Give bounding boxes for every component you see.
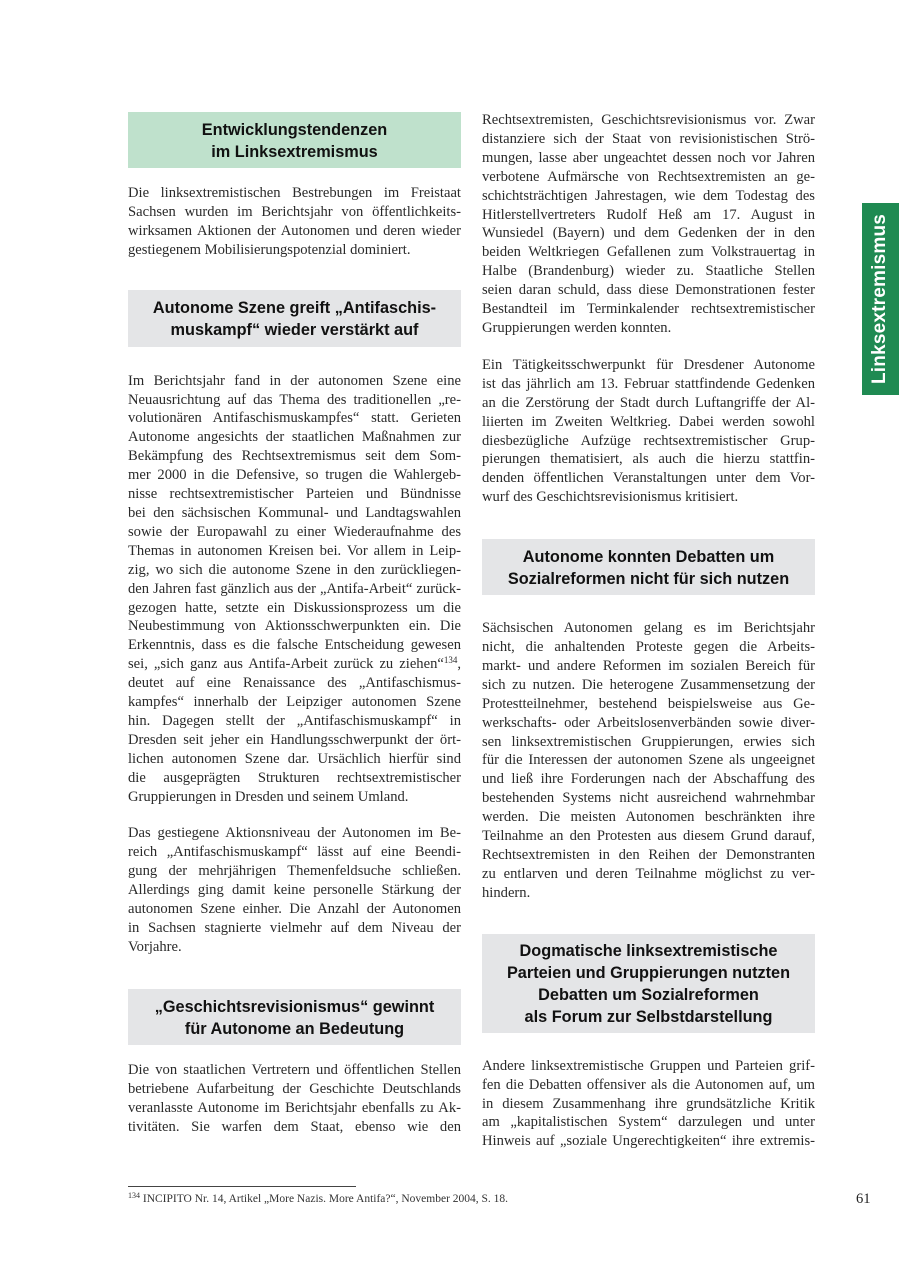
text-line: ist das jährlich am 13. Februar stattfindende Gedenken (482, 375, 815, 392)
heading-line: Sozialreformen nicht für sich nutzen (507, 570, 790, 589)
text-line: Dresden seit jeher ein Handlungsschwerpunkt der ört- (128, 731, 461, 748)
text-line: tivitäten. Sie warfen dem Staat, ebenso wie den (128, 1118, 461, 1135)
heading-line: „Geschichtsrevisionismus“ gewinnt (154, 997, 435, 1016)
heading-line: als Forum zur Selbstdarstellung (524, 1007, 773, 1026)
paragraph-andere-gruppen (482, 1057, 815, 1152)
text-line: Allerdings ging damit keine personelle Stärkung der (128, 882, 461, 899)
heading-entwicklungstendenzen (128, 112, 461, 168)
right-column (482, 111, 815, 1151)
text-line: Halbe (Brandenburg) wieder zu. Staatliche Stellen (482, 263, 815, 280)
heading-line: Entwicklungstendenzen (201, 121, 388, 139)
heading-line: für Autonome an Bedeutung (184, 1019, 405, 1038)
text-line: Bekämpfung des Rechtsextremismus seit dem Som- (128, 448, 461, 465)
quote-text: sei, „sich ganz aus Antifa-Arbeit zurück zu ziehen“ (128, 656, 444, 673)
text-line: Vorjahre. (128, 938, 182, 955)
section-side-tab (862, 203, 899, 395)
text-line: Themas in autonomen Kreisen bei. Vor allem in Leip- (128, 542, 461, 559)
text-line: die ausgeprägten Strukturen rechtsextremistischer (128, 769, 461, 786)
text-line: Teilnahme an den Protesten aus diesem Grund darauf, (482, 828, 815, 845)
paragraph-rechtsextremisten (482, 111, 815, 338)
left-column (128, 112, 461, 1136)
paragraph-intro (128, 184, 461, 260)
footnote-separator (128, 1186, 356, 1187)
text-line: deutet auf eine Renaissance des „Antifaschismus- (128, 675, 461, 692)
heading-line: Autonome Szene greift „Antifaschis- (152, 298, 437, 317)
paragraph-saechsische-autonome (482, 619, 815, 903)
text-line: werkschafts- oder Arbeitslosenverbänden sowie diver- (482, 714, 815, 731)
text-line: werden. Die meisten Autonomen beschränkten ihre (482, 809, 815, 826)
text-line: Protestteilnehmer, bestehend beispielsweise aus Ge- (482, 695, 815, 712)
section-side-tab-label: Linksextremismus (869, 213, 891, 385)
text-line: veranlasste Autonome im Berichtsjahr ebenfalls zu Ak- (128, 1099, 461, 1116)
text-line: lichen autonomen Szene dar. Ursächlich hierfür sind (128, 750, 461, 767)
text-line: fen die Debatten offensiver als die Autonomen auf, um (482, 1076, 815, 1093)
text-line: autonomen Szene einher. Die Anzahl der Autonomen (128, 901, 461, 918)
text-line: Das gestiegene Aktionsniveau der Autonomen im Be- (128, 825, 461, 842)
text-line: den Jahren fast gänzlich aus der „Antifa-Arbeit“ zurück- (128, 580, 461, 597)
text-line: verbotene Aufmärsche von Rechtsextremisten an ge- (482, 168, 815, 185)
text-line: Hitlerstellvertreters Rudolf Heß am 17. August in (482, 206, 815, 223)
text-line: Neuausrichtung auf das Thema des traditionellen „re- (128, 391, 461, 408)
text-line: gung der mehrjährigen Themenfeldsuche schließen. (128, 863, 461, 880)
text-line: in diesem Zusammenhang ihre grundsätzliche Kritik (482, 1095, 815, 1112)
text-line: wirksamen Aktionen der Autonomen und deren wieder (128, 222, 461, 239)
heading-geschichtsrevisionismus (128, 989, 461, 1045)
text-line: gestiegenem Mobilisierungspotenzial dominiert. (128, 241, 411, 258)
footnote-number: 134 (128, 1191, 140, 1200)
text-line: bei den sächsischen Kommunal- und Landtagswahlen (128, 504, 461, 521)
text-line: sen linksextremistischen Gruppierungen, erwies sich (482, 733, 815, 750)
footnote-reference: 134 (443, 655, 458, 666)
text-line: Hinweis auf „soziale Ungerechtigkeiten“ ihre extremis- (482, 1133, 815, 1150)
text-line: Erkenntnis, dass es die falsche Entscheidung gewesen (128, 637, 461, 654)
text-line: bestehenden Systems nicht ausreichend wahrnehmbar (482, 790, 815, 807)
heading-line: muskampf“ wieder verstärkt auf (170, 320, 419, 339)
text-line: Rechtsextremisten, Geschichtsrevisionismus vor. Zwar (482, 112, 815, 128)
text-line: Die von staatlichen Vertretern und öffentlichen Stellen (128, 1061, 461, 1078)
text-line: hindern. (482, 884, 531, 901)
text-line: nisse rechtsextremistischer Parteien und Bündnisse (128, 486, 461, 503)
heading-autonome-szene (128, 290, 461, 347)
text-line: reich „Antifaschismuskampf“ lässt auf eine Beendi- (128, 844, 461, 861)
text-line: sich zu nutzen. Die heterogene Zusammensetzung der (482, 676, 815, 693)
text-line: sowie der Europawahl zu einer Wiederaufnahme des (128, 523, 461, 540)
text-line: liierten im Zweiten Weltkrieg. Dabei werden sowohl (482, 413, 815, 430)
text-line: schichtsträchtigen Jahrestagen, wie dem Todestag des (482, 187, 815, 204)
text-line: Die linksextremistischen Bestrebungen im Freistaat (128, 185, 461, 201)
text-line: an die Zerstörung der Stadt durch Luftangriffe der Al- (482, 394, 815, 411)
text-line-with-footnote (128, 655, 461, 674)
text-line: mer 2000 in die Defensive, so trugen die Wahlergeb- (128, 467, 461, 484)
paragraph-aktionsniveau (128, 824, 461, 956)
text-line: pierungen thematisiert, als auch die hierzu stattfin- (482, 451, 815, 468)
text-line: mungen, lasse aber ungeachtet dessen noch vor Jahren (482, 149, 815, 166)
heading-line: im Linksextremismus (211, 143, 378, 161)
text-line: denden öffentlichen Veranstaltungen unter dem Vor- (482, 470, 815, 487)
text-line: Bestandteil im Terminkalender rechtsextremistischer (482, 301, 815, 318)
text-line: für die Interessen der autonomen Szene als ungeeignet (482, 752, 815, 769)
text-line: Wunsiedel (Bayern) und dem Gedenken der in den (482, 225, 815, 242)
text-line: und ließ ihre Forderungen nach der Abschaffung des (482, 771, 815, 788)
text-line: am „kapitalistischen System“ darzulegen und unter (482, 1114, 815, 1131)
heading-sozialreformen (482, 539, 815, 595)
paragraph-aufarbeitung (128, 1061, 461, 1137)
text-line: Sachsen wurden im Berichtsjahr von öffentlichkeits- (128, 203, 461, 220)
text-line: markt- und andere Reformen im sozialen Bereich für (482, 657, 815, 674)
text-line: zu entlarven und deren Teilnahme möglichst zu ver- (482, 865, 815, 882)
text-line: Rechtsextremisten in den Reihen der Demonstranten (482, 847, 815, 863)
text-line: diesbezügliche Aufzüge rechtsextremistischer Grup- (482, 432, 815, 449)
text-line: Im Berichtsjahr fand in der autonomen Szene eine (128, 372, 461, 389)
page-number: 61 (856, 1191, 871, 1207)
text-line: in Sachsen stagnierte vielmehr auf dem Niveau der (128, 920, 461, 936)
text-line: Neubestimmung von Aktionsschwerpunkten ein. Die (128, 618, 461, 635)
text-line: Gruppierungen werden konnten. (482, 319, 672, 336)
paragraph-dresden-gedenken (482, 356, 815, 507)
footnote (128, 1193, 508, 1205)
text-line: nicht, die anhaltenden Proteste gegen die Arbeits- (482, 639, 815, 656)
text-line: Autonome angesichts der staatlichen Maßnahmen zur (128, 429, 461, 446)
text-line: Andere linksextremistische Gruppen und Parteien grif- (482, 1057, 815, 1074)
text-line: kampfes“ innerhalb der Leipziger autonomen Szene (128, 694, 461, 711)
heading-line: Parteien und Gruppierungen nutzten (506, 963, 791, 982)
heading-dogmatische-parteien (482, 934, 815, 1033)
text-line: zig, wo sich die autonome Szene in den zurückliegen- (128, 561, 461, 578)
text-line: Ein Tätigkeitsschwerpunkt für Dresdener Autonome (482, 356, 815, 373)
text-line: seien daran schuld, dass diese Demonstrationen fester (482, 282, 815, 299)
text-line: betriebene Aufarbeitung der Geschichte Deutschlands (128, 1080, 461, 1097)
text-line: volutionären Antifaschismuskampfes“ statt. Gerieten (128, 410, 461, 427)
text-line: gezogen hatte, setzte ein Diskussionsprozess um die (128, 599, 461, 616)
text-line: distanziere sich der Staat von revisionistischen Strö- (482, 130, 815, 147)
text-line: beiden Weltkriegen Gefallenen zum Volkstrauertag in (482, 244, 815, 261)
heading-line: Dogmatische linksextremistische (519, 941, 778, 960)
heading-line: Autonome konnten Debatten um (522, 548, 775, 567)
heading-line: Debatten um Sozialreformen (538, 985, 759, 1004)
paragraph-antifaschismus (128, 372, 461, 807)
text-line: hin. Dagegen stellt der „Antifaschismuskampf“ in (128, 712, 461, 729)
text-line: Gruppierungen in Dresden und seinem Umland. (128, 788, 409, 805)
text-line: wurf des Geschichtsrevisionismus kritisiert. (482, 489, 739, 506)
text-line: Sächsischen Autonomen gelang es im Berichtsjahr (482, 620, 815, 637)
footnote-text: INCIPITO Nr. 14, Artikel „More Nazis. More Antifa?“, November 2004, S. 18. (142, 1193, 509, 1205)
quote-tail: , (457, 656, 461, 673)
